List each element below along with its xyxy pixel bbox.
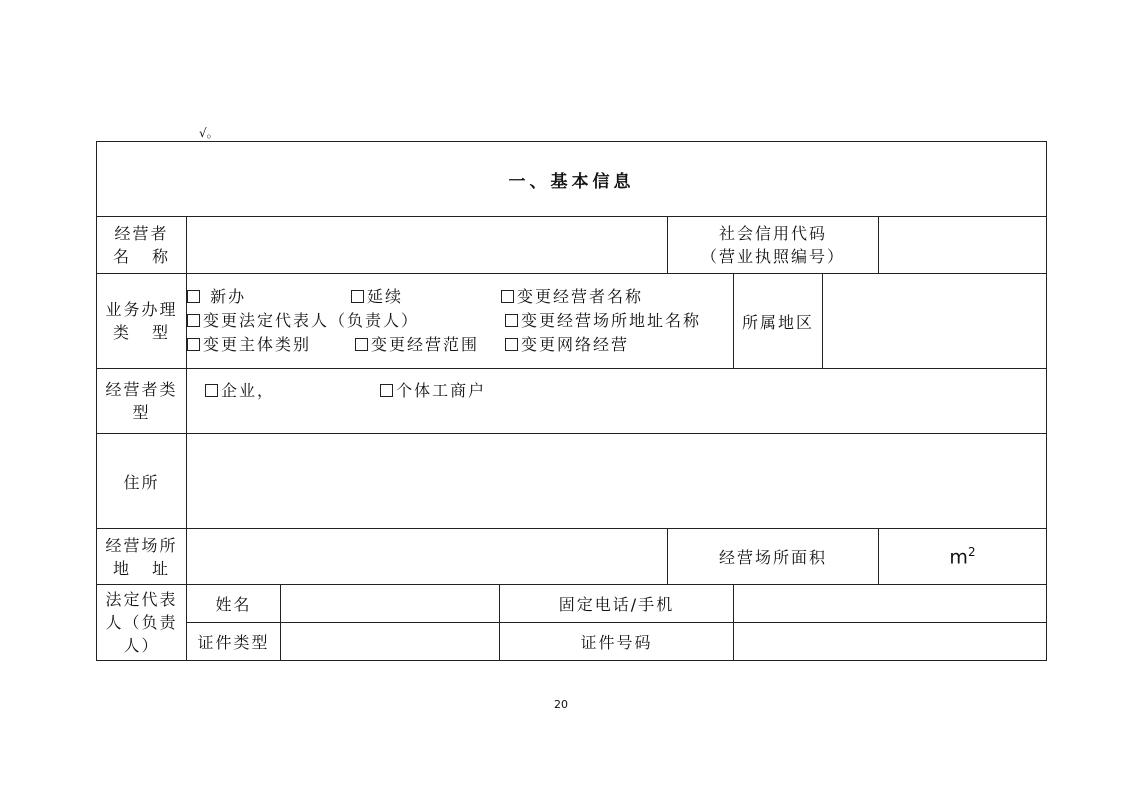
area-unit-exponent: 2 <box>967 544 976 559</box>
operator-type-options <box>187 369 1047 434</box>
business-type-label: 业务办理 类 型 <box>97 274 187 369</box>
option-change-legal-rep[interactable]: 变更法定代表人（负责人） <box>187 309 505 333</box>
option-renew[interactable]: 延续 <box>351 285 501 309</box>
checkbox-icon[interactable] <box>351 290 364 303</box>
region-field[interactable] <box>823 274 1047 369</box>
id-type-field[interactable] <box>281 623 500 661</box>
id-number-field[interactable] <box>734 623 1047 661</box>
business-area-field[interactable] <box>879 529 1047 585</box>
option-change-online[interactable]: 变更网络经营 <box>505 333 629 357</box>
section-title: 一、基本信息 <box>97 142 1047 217</box>
option-change-address[interactable]: 变更经营场所地址名称 <box>505 309 701 333</box>
operator-name-field[interactable] <box>187 217 668 274</box>
credit-code-label: 社会信用代码 （营业执照编号） <box>668 217 879 274</box>
residence-field[interactable] <box>187 434 1047 529</box>
option-change-entity-type[interactable]: 变更主体类别 <box>187 333 355 357</box>
legal-rep-label: 法定代表 人（负责 人） <box>97 585 187 661</box>
business-address-label: 经营场所 地 址 <box>97 529 187 585</box>
region-label: 所属地区 <box>734 274 823 369</box>
residence-label: 住所 <box>97 434 187 529</box>
checkbox-icon[interactable] <box>505 338 518 351</box>
checkbox-icon[interactable] <box>505 314 518 327</box>
checkbox-icon[interactable] <box>355 338 368 351</box>
area-unit: m <box>949 546 968 569</box>
checkbox-icon[interactable] <box>380 384 393 397</box>
option-new[interactable]: 新办 <box>187 285 351 309</box>
checkbox-icon[interactable] <box>187 338 200 351</box>
name-field[interactable] <box>281 585 500 623</box>
top-mark: √。 <box>199 126 219 140</box>
checkbox-icon[interactable] <box>501 290 514 303</box>
id-type-label: 证件类型 <box>187 623 281 661</box>
page-number: 20 <box>554 698 568 711</box>
business-area-label: 经营场所面积 <box>668 529 879 585</box>
phone-field[interactable] <box>734 585 1047 623</box>
basic-info-form <box>96 141 1047 661</box>
name-label: 姓名 <box>187 585 281 623</box>
business-address-field[interactable] <box>187 529 668 585</box>
option-change-scope[interactable]: 变更经营范围 <box>355 333 505 357</box>
id-number-label: 证件号码 <box>500 623 734 661</box>
phone-label: 固定电话/手机 <box>500 585 734 623</box>
checkbox-icon[interactable] <box>187 290 200 303</box>
option-change-operator-name[interactable]: 变更经营者名称 <box>501 285 643 309</box>
credit-code-field[interactable] <box>879 217 1047 274</box>
checkbox-icon[interactable] <box>187 314 200 327</box>
option-individual-business[interactable]: 个体工商户 <box>380 378 486 401</box>
option-enterprise[interactable]: 企业， <box>205 378 373 401</box>
business-type-options <box>187 274 734 369</box>
checkbox-icon[interactable] <box>205 384 218 397</box>
operator-type-label: 经营者类 型 <box>97 369 187 434</box>
operator-name-label: 经营者 名 称 <box>97 217 187 274</box>
